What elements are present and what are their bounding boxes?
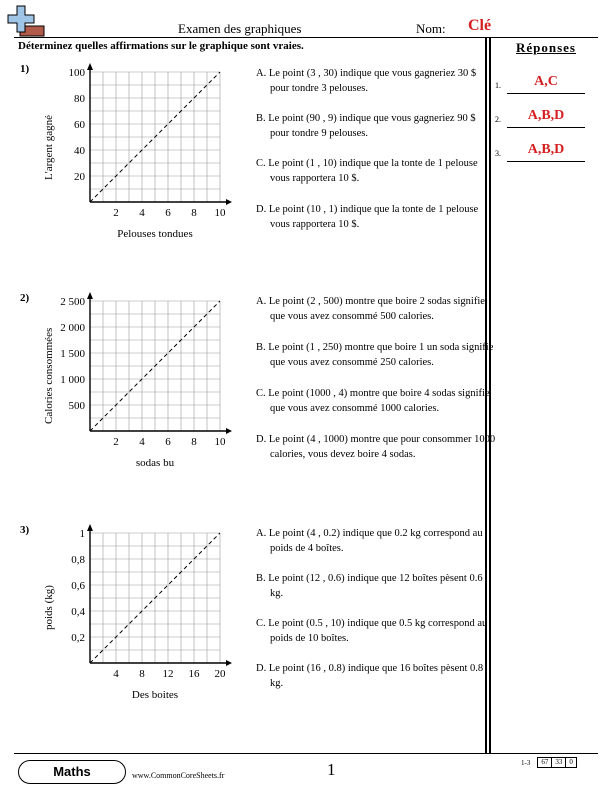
chart-1 bbox=[68, 62, 236, 219]
q2-option-a: A. Le point (2 , 500) montre que boire 2 sodas signifie que vous avez consommé 500 calories. bbox=[256, 296, 485, 322]
score-table bbox=[521, 757, 577, 768]
y-tick-label: 100 bbox=[68, 67, 85, 79]
x-tick-label: 8 bbox=[191, 436, 197, 448]
name-label: Nom: bbox=[416, 21, 446, 36]
y-tick-label: 40 bbox=[74, 145, 85, 157]
y-tick-label: 0,4 bbox=[71, 606, 85, 618]
score-range: 1-3 bbox=[521, 758, 531, 767]
answer-number: 3. bbox=[495, 149, 501, 158]
x-tick-label: 8 bbox=[191, 207, 197, 219]
y-tick-label: 80 bbox=[74, 93, 85, 105]
x-tick-label: 10 bbox=[214, 207, 226, 219]
x-tick-label: 4 bbox=[139, 207, 145, 219]
y-tick-label: 2 000 bbox=[60, 322, 85, 334]
y-axis-arrow-icon bbox=[87, 63, 93, 70]
chart-3-ylabel: poids (kg) bbox=[43, 585, 55, 630]
q2-option-c: C. Le point (1000 , 4) montre que boire 4 sodas signifie que vous avez consommé 1000 calories. bbox=[256, 388, 490, 414]
answer-value: A,B,D bbox=[527, 108, 565, 123]
answer-line bbox=[507, 93, 585, 94]
y-tick-label: 0,8 bbox=[71, 554, 85, 566]
q1-option-c: C. Le point (1 , 10) indique que la tonte de 1 pelouse vous rapportera 10 $. bbox=[256, 158, 478, 184]
answer-line bbox=[507, 127, 585, 128]
q3-option-b: B. Le point (12 , 0.6) indique que 12 boîtes pèsent 0.6 kg. bbox=[256, 573, 483, 599]
answers-heading: Réponses bbox=[515, 40, 576, 55]
site-url: www.CommonCoreSheets.fr bbox=[132, 771, 225, 780]
x-tick-label: 10 bbox=[214, 436, 226, 448]
x-axis-arrow-icon bbox=[226, 199, 232, 205]
x-tick-label: 6 bbox=[165, 436, 171, 448]
chart-3-xlabel: Des boites bbox=[131, 689, 179, 701]
score-cell: 33 bbox=[551, 757, 566, 768]
q2-option-d: D. Le point (4 , 1000) montre que pour consommer 1000 calories, vous devez boire 4 sodas. bbox=[256, 434, 496, 460]
chart-2-xlabel: sodas bu bbox=[135, 457, 175, 469]
answer-number: 2. bbox=[495, 115, 501, 124]
instructions: Déterminez quelles affirmations sur le graphique sont vraies. bbox=[18, 40, 304, 52]
q1-option-d: D. Le point (10 , 1) indique que la tonte de 1 pelouse vous rapportera 10 $. bbox=[256, 204, 479, 230]
question-number-2: 2) bbox=[20, 292, 30, 304]
x-tick-label: 2 bbox=[113, 436, 119, 448]
answer-row-2 bbox=[495, 108, 599, 128]
q3-option-c: C. Le point (0.5 , 10) indique que 0.5 kg correspond au poids de 10 boîtes. bbox=[256, 618, 488, 644]
maths-badge: Maths bbox=[18, 760, 126, 784]
chart-3 bbox=[71, 523, 236, 680]
x-axis-arrow-icon bbox=[226, 660, 232, 666]
y-tick-label: 60 bbox=[74, 119, 85, 131]
chart-2-ylabel: Calories consommées bbox=[43, 327, 55, 424]
y-tick-label: 500 bbox=[68, 400, 85, 412]
y-tick-label: 0,2 bbox=[71, 632, 85, 644]
q1-option-a: A. Le point (3 , 30) indique que vous gagneriez 30 $ pour tondre 3 pelouses. bbox=[256, 68, 477, 94]
y-axis-arrow-icon bbox=[87, 292, 93, 299]
y-tick-label: 20 bbox=[74, 171, 85, 183]
y-tick-label: 1 000 bbox=[60, 374, 85, 386]
footer-divider bbox=[14, 753, 598, 754]
page-title: Examen des graphiques bbox=[178, 21, 302, 36]
x-tick-label: 6 bbox=[165, 207, 171, 219]
answer-number: 1. bbox=[495, 81, 501, 90]
y-tick-label: 1 bbox=[79, 528, 85, 540]
x-tick-label: 4 bbox=[139, 436, 145, 448]
q3-option-a: A. Le point (4 , 0.2) indique que 0.2 kg correspond au poids de 4 boîtes. bbox=[256, 528, 483, 554]
question-number-1: 1) bbox=[20, 63, 30, 75]
y-tick-label: 1 500 bbox=[60, 348, 85, 360]
x-tick-label: 2 bbox=[113, 207, 119, 219]
question-number-3: 3) bbox=[20, 524, 30, 536]
q3-option-d: D. Le point (16 , 0.8) indique que 16 boîtes pèsent 0.8 kg. bbox=[256, 663, 484, 689]
score-cell: 0 bbox=[565, 757, 577, 768]
y-tick-label: 2 500 bbox=[60, 296, 85, 308]
q2-option-b: B. Le point (1 , 250) montre que boire 1 un soda signifie que vous avez consommé 250 calories. bbox=[256, 342, 494, 368]
answer-value: A,B,D bbox=[527, 142, 565, 157]
answer-line bbox=[507, 161, 585, 162]
x-tick-label: 12 bbox=[162, 668, 174, 680]
y-tick-label: 0,6 bbox=[71, 580, 85, 592]
chart-2 bbox=[60, 291, 236, 448]
name-value: Clé bbox=[468, 17, 492, 34]
commoncoresheets-logo-icon bbox=[6, 4, 46, 40]
q1-option-b: B. Le point (90 , 9) indique que vous gagneriez 90 $ pour tondre 9 pelouses. bbox=[256, 113, 476, 139]
score-cell: 67 bbox=[537, 757, 552, 768]
answer-value: A,C bbox=[534, 74, 558, 89]
y-axis-arrow-icon bbox=[87, 524, 93, 531]
header-divider bbox=[14, 37, 598, 38]
page-number: 1 bbox=[327, 760, 336, 779]
x-tick-label: 4 bbox=[113, 668, 119, 680]
x-axis-arrow-icon bbox=[226, 428, 232, 434]
chart-1-xlabel: Pelouses tondues bbox=[117, 228, 193, 240]
x-tick-label: 20 bbox=[214, 668, 226, 680]
x-tick-label: 16 bbox=[188, 668, 200, 680]
answer-row-1 bbox=[495, 74, 599, 94]
x-tick-label: 8 bbox=[139, 668, 145, 680]
chart-1-ylabel: L'argent gagné bbox=[43, 114, 55, 180]
answer-row-3 bbox=[495, 142, 599, 162]
